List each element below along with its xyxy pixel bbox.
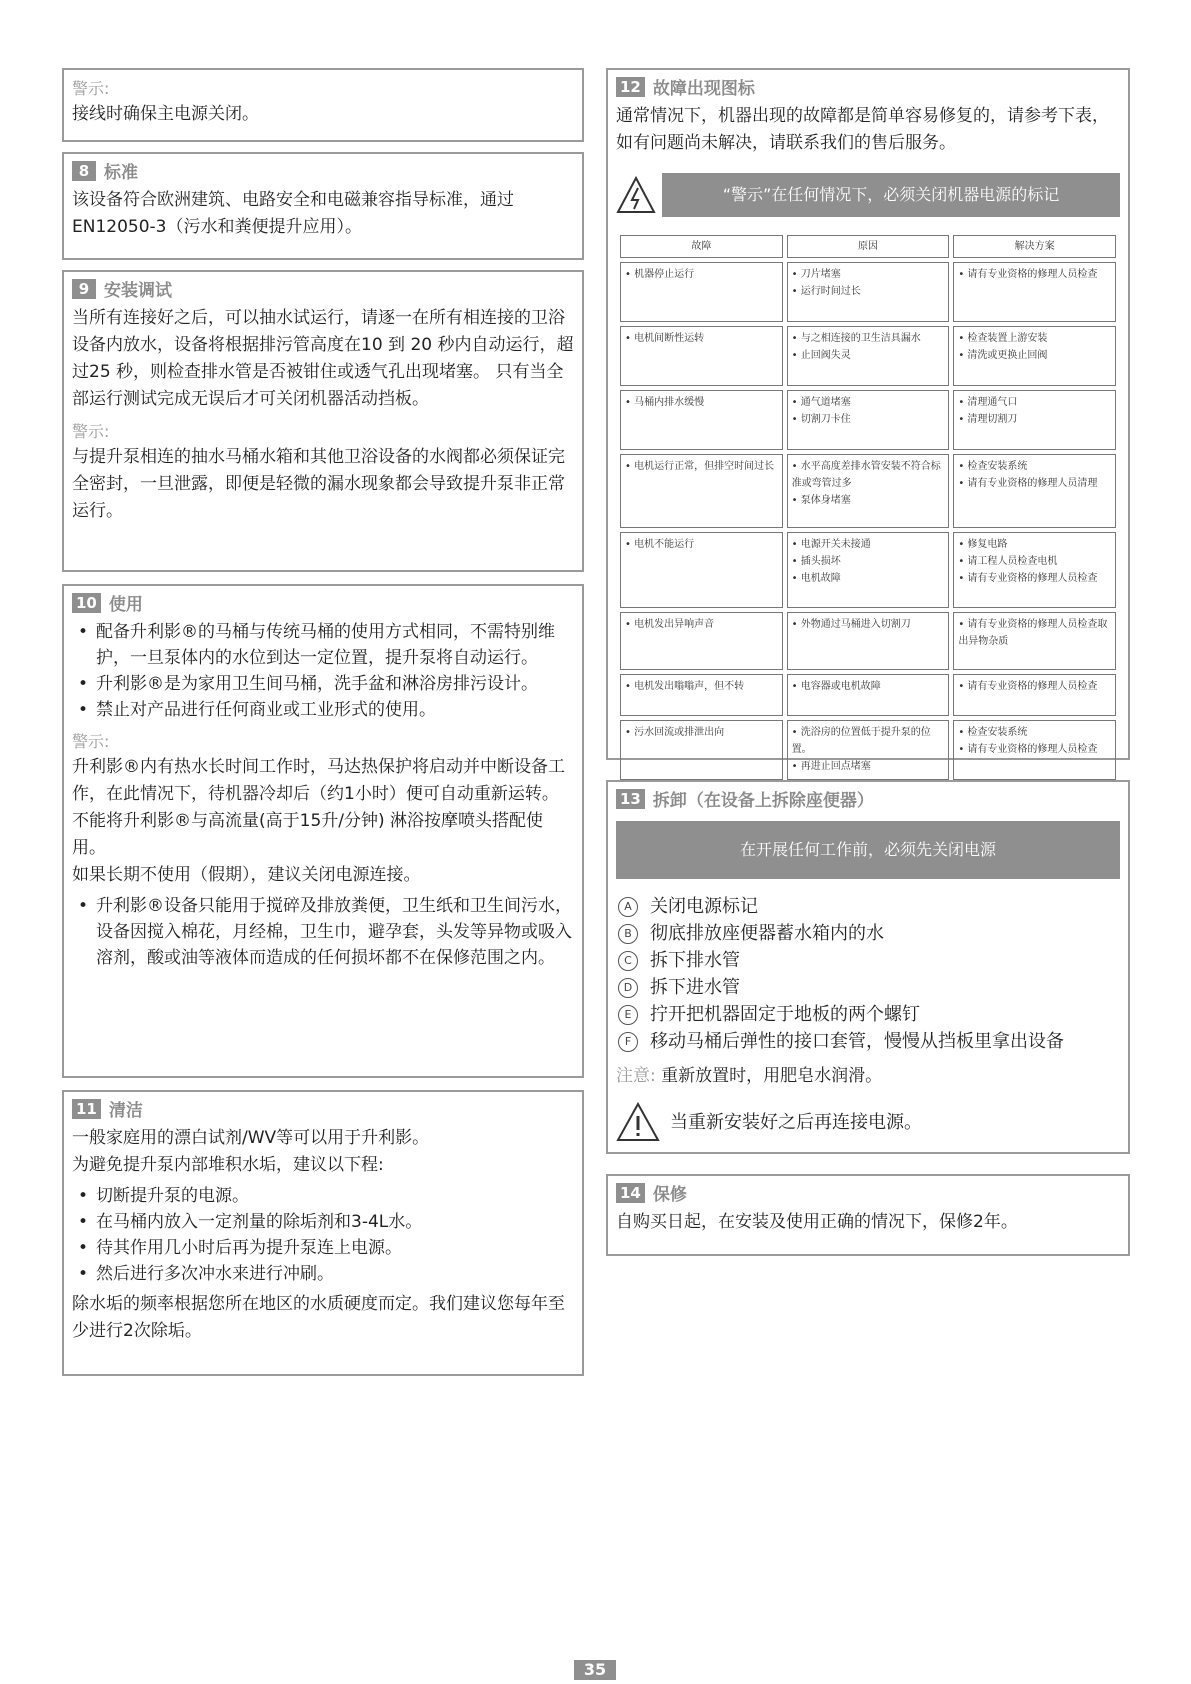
table-cell: • 电机发出嗡嗡声，但不转 [620,674,783,716]
warning-label: 警示: [72,79,110,98]
section-12-troubleshooting [606,68,1130,772]
removal-steps [616,893,1120,1055]
table-header-row [620,235,1116,258]
removal-step: D 拆下进水管 [616,974,1120,1001]
power-off-banner: 在开展任何工作前，必须先关闭电源 [616,821,1120,879]
section-number: 10 [72,593,101,613]
column-header: 原因 [787,235,950,258]
section-title: 使用 [108,595,143,615]
table-cell: • 机器停止运行 [620,262,783,322]
table-cell: • 洗浴房的位置低于提升泵的位置。 • 再进止回点堵塞 [787,720,950,780]
table-cell: • 修复电路 • 请工程人员检查电机 • 请有专业资格的修理人员检查 [953,532,1116,608]
section-8-standards [62,152,584,260]
warning-label: 警示: [72,732,110,751]
table-cell: • 电源开关未接通 • 插头损坏 • 电机故障 [787,532,950,608]
removal-step: C 拆下排水管 [616,947,1120,974]
section-title: 安装调试 [104,281,172,301]
table-row [620,720,1116,780]
step-mark: C [618,951,638,971]
list-item: • 升利影®是为家用卫生间马桶，洗手盆和淋浴房排污设计。 [72,671,574,697]
section-title: 故障出现图标 [652,79,755,99]
section-number: 11 [72,1099,101,1119]
list-item: • 禁止对产品进行任何商业或工业形式的使用。 [72,697,574,723]
high-voltage-warning-icon [616,176,656,214]
section-title: 拆卸（在设备上拆除座便器） [652,791,874,811]
table-cell: • 外物通过马桶进入切割刀 [787,612,950,670]
table-cell: • 清理通气口 • 清理切割刀 [953,390,1116,450]
cleaning-intro: 一般家庭用的漂白试剂/WV等可以用于升利影。 [72,1128,430,1148]
section-14-warranty [606,1174,1130,1256]
section-number: 9 [72,279,96,299]
section-text: 该设备符合欧洲建筑、电路安全和电磁兼容指导标准，通过EN12050-3（污水和粪便提升应用）。 [72,190,514,237]
column-header: 解决方案 [953,235,1116,258]
section-10-usage [62,584,584,1078]
removal-step: F 移动马桶后弹性的接口套管，慢慢从挡板里拿出设备 [616,1028,1120,1055]
warning-paragraph: 如果长期不使用（假期），建议关闭电源连接。 [72,865,421,885]
section-9-installation [62,270,584,572]
section-text: 自购买日起，在安装及使用正确的情况下，保修2年。 [616,1212,1018,1232]
fault-table [616,231,1120,784]
section-title: 保修 [652,1185,687,1205]
table-row [620,262,1116,322]
table-cell: • 水平高度差排水管安装不符合标准或弯管过多 • 泵体身堵塞 [787,454,950,528]
warning-paragraph: 不能将升利影®与高流量(高于15升/分钟) 淋浴按摩喷头搭配使用。 [72,811,544,858]
warning-paragraph: 升利影®内有热水长时间工作时，马达热保护将启动并中断设备工作，在此情况下，待机器冷却后（约1小时）便可自动重新运转。 [72,757,565,804]
table-cell: • 请有专业资格的修理人员检查 [953,262,1116,322]
warning-label: 警示: [72,422,110,441]
list-item: • 在马桶内放入一定剂量的除垢剂和3-4L水。 [72,1209,574,1235]
table-cell: • 电机发出异响声音 [620,612,783,670]
page-number: 35 [574,1660,616,1680]
section-text: 通常情况下，机器出现的故障都是简单容易修复的，请参考下表，如有问题尚未解决，请联系我们的售后服务。 [616,106,1109,153]
section-11-cleaning [62,1090,584,1376]
table-cell: • 检查安装系统 • 请有专业资格的修理人员清理 [953,454,1116,528]
section-number: 13 [616,789,645,809]
warning-banner: “警示”在任何情况下，必须关闭机器电源的标记 [662,173,1120,217]
note-line [616,1063,1120,1090]
step-mark: A [618,897,638,917]
list-item: • 待其作用几小时后再为提升泵连上电源。 [72,1235,574,1261]
table-row [620,326,1116,386]
section-title: 标准 [104,163,138,183]
table-cell: • 请有专业资格的修理人员检查取出异物杂质 [953,612,1116,670]
table-cell: • 通气道堵塞 • 切割刀卡住 [787,390,950,450]
usage-list [72,619,574,723]
step-mark: D [618,978,638,998]
table-cell: • 请有专业资格的修理人员检查 [953,674,1116,716]
list-item: • 切断提升泵的电源。 [72,1183,574,1209]
table-row [620,390,1116,450]
fault-table-body [620,262,1116,780]
warning-text: 接线时确保主电源关闭。 [72,104,259,124]
table-cell: • 电机不能运行 [620,532,783,608]
step-mark: F [618,1032,638,1052]
warning-text: 与提升泵相连的抽水马桶水箱和其他卫浴设备的水阀都必须保证完全密封，一旦泄露，即便是轻微的漏水现象都会导致提升泵非正常运行。 [72,447,565,521]
note-label: 注意: [616,1066,656,1086]
list-item: • 然后进行多次冲水来进行冲刷。 [72,1261,574,1287]
section-title: 清洁 [108,1101,143,1121]
column-header: 故障 [620,235,783,258]
removal-step: A 关闭电源标记 [616,893,1120,920]
list-item: • 升利影®设备只能用于搅碎及排放粪便，卫生纸和卫生间污水，设备因搅入棉花，月经棉，卫生巾，避孕套，头发等异物或吸入溶剂，酸或油等液体而造成的任何损坏都不在保修范围之内。 [72,893,574,971]
section-number: 14 [616,1183,645,1203]
warning-box-top [62,68,584,142]
table-cell: • 污水回流或排泄出向 [620,720,783,780]
step-mark: E [618,1005,638,1025]
section-text: 当所有连接好之后，可以抽水试运行，请逐一在所有相连接的卫浴设备内放水，设备将根据排污管高度在10 到 20 秒内自动运行，超过25 秒，则检查排水管是否被钳住或透气孔出现堵塞。 只有当全部运行测试完成无误后才可关闭机器活动挡板。 [72,308,574,409]
table-cell: • 电容器或电机故障 [787,674,950,716]
table-cell: • 与之相连接的卫生洁具漏水 • 止回阀失灵 [787,326,950,386]
reconnect-warning: 当重新安装好之后再连接电源。 [670,1111,922,1133]
table-cell: • 刀片堵塞 • 运行时间过长 [787,262,950,322]
section-number: 8 [72,161,96,181]
table-cell: • 电机运行正常，但排空时间过长 [620,454,783,528]
caution-icon [616,1102,660,1142]
table-cell: • 检查安装系统 • 请有专业资格的修理人员检查 [953,720,1116,780]
step-mark: B [618,924,638,944]
section-number: 12 [616,77,645,97]
table-cell: • 检查装置上游安装 • 清洗或更换止回阀 [953,326,1116,386]
removal-step: E 拧开把机器固定于地板的两个螺钉 [616,1001,1120,1028]
cleaning-outro: 除水垢的频率根据您所在地区的水质硬度而定。我们建议您每年至少进行2次除垢。 [72,1294,565,1341]
section-13-removal [606,780,1130,1154]
cleaning-intro: 为避免提升泵内部堆积水垢，建议以下程: [72,1155,384,1175]
cleaning-steps [72,1183,574,1287]
usage-list-last [72,893,574,971]
table-row [620,612,1116,670]
table-cell: • 马桶内排水缓慢 [620,390,783,450]
table-row [620,454,1116,528]
table-row [620,674,1116,716]
note-text: 重新放置时，用肥皂水润滑。 [661,1066,883,1086]
table-cell: • 电机间断性运转 [620,326,783,386]
removal-step: B 彻底排放座便器蓄水箱内的水 [616,920,1120,947]
table-row [620,532,1116,608]
list-item: • 配备升利影®的马桶与传统马桶的使用方式相同，不需特别维护，一旦泵体内的水位到达一定位置，提升泵将自动运行。 [72,619,574,671]
